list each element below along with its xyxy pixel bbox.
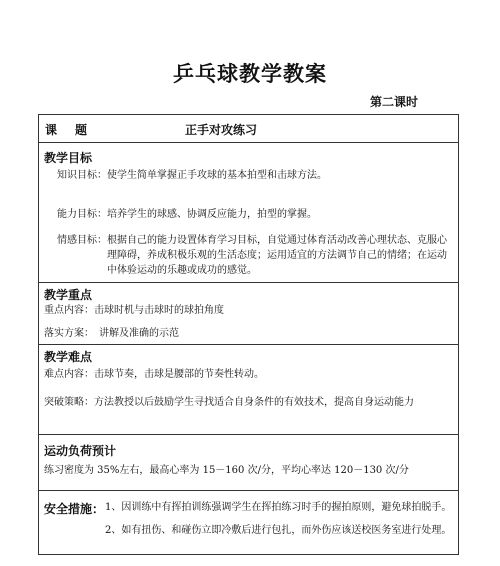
safety-heading: 安全措施： [44, 502, 105, 516]
key-points-content: 重点内容：击球时机与击球时的球拍角度 [44, 305, 224, 316]
document-title: 乒乓球教学教案 [173, 61, 327, 86]
safety-item: 1、因训练中有挥拍训练强调学生在挥拍练习时手的握拍原则，避免球拍脱手。 [105, 502, 452, 513]
safety-item: 2、如有扭伤、和碰伤立即冷敷后进行包扎，而外伤应该送校医务室进行处理。 [105, 525, 452, 536]
subject-label: 课 题 [45, 123, 91, 137]
knowledge-objective: 知识目标：使学生简单掌握正手攻球的基本拍型和击球方法。 [57, 170, 327, 181]
load-section [39, 435, 458, 491]
load-content: 练习密度为 35%左右，最高心率为 15－160 次/分，平均心率达 120－130 次/分 [44, 465, 409, 476]
key-points-plan: 落实方案： 讲解及准确的示范 [44, 328, 179, 339]
ability-objective: 能力目标：培养学生的球感、协调反应能力，拍型的掌握。 [57, 209, 317, 220]
lesson-label: 第二课时 [369, 95, 418, 109]
objectives-section [39, 143, 458, 283]
load-heading: 运动负荷预计 [44, 444, 117, 458]
key-points-section [39, 283, 458, 345]
objectives-heading: 教学目标 [44, 151, 93, 165]
key-points-heading: 教学重点 [44, 288, 93, 302]
emotion-objective-line: 理障碍，养成积极乐观的生活态度；运用适宜的方法调节自己的情绪；在运动 [107, 250, 447, 261]
emotion-objective-line: 根据自己的能力设置体育学习目标，自觉通过体育活动改善心理状态、克服心 [107, 235, 447, 246]
lesson-plan-table [38, 114, 459, 555]
emotion-objective-line: 中体验运动的乐趣或成功的感觉。 [107, 265, 257, 276]
subject-row [39, 115, 458, 143]
difficulties-heading: 教学难点 [44, 350, 93, 364]
difficulties-section [39, 345, 458, 435]
safety-section [39, 491, 458, 554]
difficulties-content: 难点内容：击球节奏，击球是腰部的节奏性转动。 [44, 369, 264, 380]
difficulties-strategy: 突破策略：方法教授以后鼓励学生寻找适合自身条件的有效技术，提高自身运动能力 [44, 397, 414, 408]
subject-value: 正手对攻练习 [185, 123, 258, 137]
emotion-objective-label: 情感目标： [57, 235, 107, 246]
